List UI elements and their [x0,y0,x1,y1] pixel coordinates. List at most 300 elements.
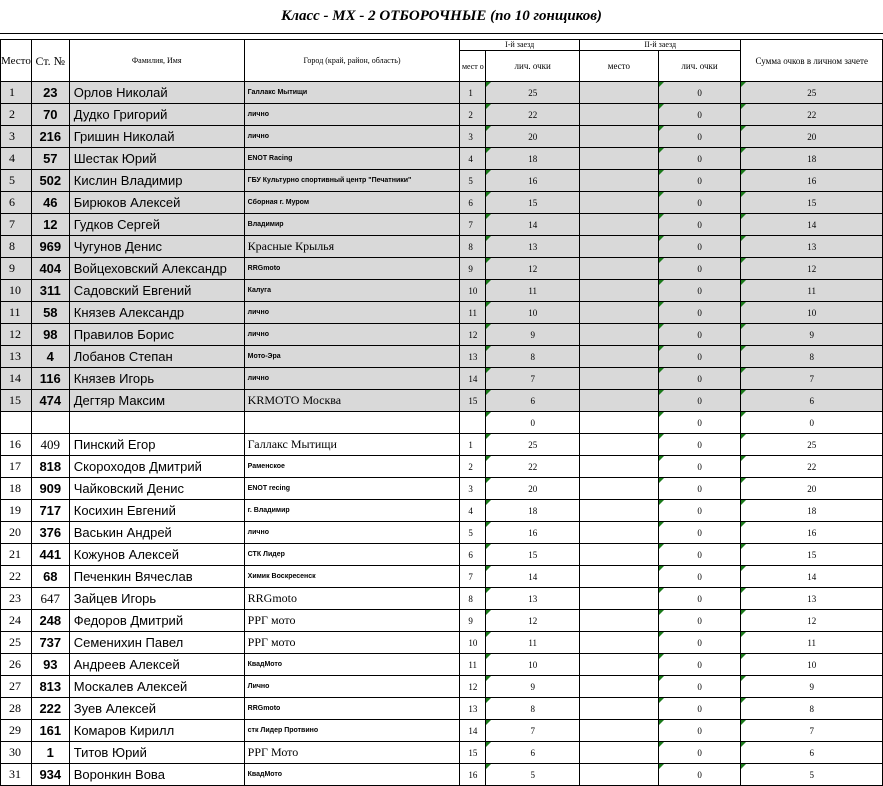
race1-points-cell: 7 [486,368,580,390]
place-cell: 9 [1,258,32,280]
table-row [1,302,883,324]
start-number-cell: 46 [31,192,69,214]
total-points-cell: 10 [741,302,883,324]
rider-name-cell: Зайцев Игорь [69,588,244,610]
race1-points-cell: 18 [486,148,580,170]
race2-place-cell [580,544,659,566]
total-points-cell: 18 [741,148,883,170]
race1-place-cell: 3 [460,126,486,148]
table-row [1,456,883,478]
start-number-cell: 1 [31,742,69,764]
race1-points-cell: 11 [486,632,580,654]
table-row [1,676,883,698]
race1-place-cell: 9 [460,258,486,280]
start-number-cell: 909 [31,478,69,500]
total-points-cell: 18 [741,500,883,522]
race1-points-cell: 7 [486,720,580,742]
race2-place-cell [580,280,659,302]
race1-place-cell: 8 [460,236,486,258]
race2-points-cell: 0 [658,412,741,434]
race2-place-cell [580,368,659,390]
team-city-cell: KRMOTO Москва [244,390,460,412]
race2-points-cell: 0 [658,368,741,390]
start-number-cell: 12 [31,214,69,236]
race1-place-cell: 10 [460,280,486,302]
place-cell: 16 [1,434,32,456]
table-row [1,500,883,522]
place-cell: 29 [1,720,32,742]
race1-points-cell: 10 [486,654,580,676]
team-city-cell: лично [244,368,460,390]
race2-points-cell: 0 [658,104,741,126]
race1-points-cell: 13 [486,588,580,610]
team-city-cell: КвадМото [244,654,460,676]
race2-place-cell [580,258,659,280]
race2-points-cell: 0 [658,500,741,522]
rider-name-cell: Федоров Дмитрий [69,610,244,632]
rider-name-cell: Князев Александр [69,302,244,324]
race2-place-cell [580,654,659,676]
race1-place-cell: 15 [460,390,486,412]
rider-name-cell: Гудков Сергей [69,214,244,236]
race1-place-cell: 13 [460,698,486,720]
race1-points-cell: 0 [486,412,580,434]
race1-points-cell: 20 [486,478,580,500]
race2-place-cell [580,742,659,764]
rider-name-cell: Воронкин Вова [69,764,244,786]
team-city-cell: Красные Крылья [244,236,460,258]
place-cell: 21 [1,544,32,566]
place-cell: 26 [1,654,32,676]
start-number-cell: 376 [31,522,69,544]
table-row [1,698,883,720]
race1-place-cell: 10 [460,632,486,654]
race2-place-cell [580,412,659,434]
table-row [1,104,883,126]
race1-points-cell: 25 [486,434,580,456]
table-row [1,170,883,192]
race2-points-cell: 0 [658,148,741,170]
place-cell: 11 [1,302,32,324]
start-number-cell: 161 [31,720,69,742]
rider-name-cell: Комаров Кирилл [69,720,244,742]
race2-place-cell [580,764,659,786]
race1-place-cell: 6 [460,192,486,214]
rider-name-cell: Бирюков Алексей [69,192,244,214]
start-number-cell: 818 [31,456,69,478]
header-place: Место [1,40,32,82]
race2-points-cell: 0 [658,698,741,720]
header-city: Город (край, район, область) [244,40,460,82]
results-table [0,39,883,786]
start-number-cell: 93 [31,654,69,676]
header-total: Сумма очков в личном зачете [741,40,883,82]
team-city-cell: RRGmoto [244,588,460,610]
race1-place-cell: 16 [460,764,486,786]
race2-points-cell: 0 [658,676,741,698]
race1-points-cell: 16 [486,522,580,544]
total-points-cell: 22 [741,456,883,478]
start-number-cell: 57 [31,148,69,170]
place-cell: 13 [1,346,32,368]
team-city-cell: Владимир [244,214,460,236]
rider-name-cell: Андреев Алексей [69,654,244,676]
team-city-cell: лично [244,302,460,324]
table-row [1,544,883,566]
table-row [1,610,883,632]
table-row [1,764,883,786]
place-cell: 10 [1,280,32,302]
race1-place-cell: 2 [460,456,486,478]
race2-points-cell: 0 [658,764,741,786]
place-cell: 15 [1,390,32,412]
race2-place-cell [580,610,659,632]
start-number-cell: 116 [31,368,69,390]
race1-place-cell: 11 [460,654,486,676]
results-body [1,82,883,786]
race1-points-cell: 12 [486,258,580,280]
total-points-cell: 25 [741,434,883,456]
race2-place-cell [580,302,659,324]
start-number-cell: 441 [31,544,69,566]
rider-name-cell: Печенкин Вячеслав [69,566,244,588]
race2-points-cell: 0 [658,390,741,412]
rider-name-cell: Дудко Григорий [69,104,244,126]
place-cell: 31 [1,764,32,786]
race1-place-cell [460,412,486,434]
table-row [1,566,883,588]
race1-points-cell: 14 [486,214,580,236]
race1-points-cell: 13 [486,236,580,258]
team-city-cell: лично [244,126,460,148]
place-cell: 2 [1,104,32,126]
table-row [1,390,883,412]
race2-place-cell [580,324,659,346]
start-number-cell: 717 [31,500,69,522]
race1-points-cell: 14 [486,566,580,588]
header-race-1: I-й заезд [460,40,580,51]
table-row [1,258,883,280]
race2-place-cell [580,170,659,192]
place-cell: 22 [1,566,32,588]
race1-place-cell: 14 [460,720,486,742]
table-row [1,720,883,742]
race1-place-cell: 4 [460,500,486,522]
place-cell: 12 [1,324,32,346]
table-row [1,82,883,104]
race2-place-cell [580,126,659,148]
team-city-cell: Галлакс Мытищи [244,434,460,456]
team-city-cell: ENOT Racing [244,148,460,170]
header-race2-points: лич. очки [658,51,741,82]
race1-place-cell: 4 [460,148,486,170]
race1-place-cell: 1 [460,434,486,456]
race2-points-cell: 0 [658,566,741,588]
race2-points-cell: 0 [658,192,741,214]
start-number-cell: 70 [31,104,69,126]
total-points-cell: 16 [741,522,883,544]
race1-place-cell: 7 [460,566,486,588]
race1-place-cell: 13 [460,346,486,368]
race1-place-cell: 11 [460,302,486,324]
race2-points-cell: 0 [658,280,741,302]
race2-place-cell [580,522,659,544]
team-city-cell: лично [244,522,460,544]
race2-points-cell: 0 [658,434,741,456]
start-number-cell: 404 [31,258,69,280]
team-city-cell: стк Лидер Протвино [244,720,460,742]
race2-points-cell: 0 [658,742,741,764]
table-row [1,126,883,148]
rider-name-cell: Титов Юрий [69,742,244,764]
table-row [1,346,883,368]
team-city-cell: лично [244,324,460,346]
race2-place-cell [580,192,659,214]
table-row [1,324,883,346]
sheet-title: Класс - МХ - 2 ОТБОРОЧНЫЕ (по 10 гонщиков) [0,0,883,34]
rider-name-cell: Орлов Николай [69,82,244,104]
total-points-cell: 14 [741,566,883,588]
start-number-cell: 969 [31,236,69,258]
rider-name-cell: Гришин Николай [69,126,244,148]
place-cell: 6 [1,192,32,214]
total-points-cell: 15 [741,192,883,214]
team-city-cell: ГБУ Культурно спортивный центр "Печатники" [244,170,460,192]
race1-place-cell: 12 [460,676,486,698]
rider-name-cell: Лобанов Степан [69,346,244,368]
start-number-cell: 4 [31,346,69,368]
rider-name-cell: Правилов Борис [69,324,244,346]
start-number-cell: 474 [31,390,69,412]
place-cell: 24 [1,610,32,632]
race2-points-cell: 0 [658,544,741,566]
header-race1-place: мест о [460,51,486,82]
race1-points-cell: 8 [486,698,580,720]
rider-name-cell: Князев Игорь [69,368,244,390]
race1-points-cell: 22 [486,456,580,478]
header-start-number: Ст. № [31,40,69,82]
total-points-cell: 9 [741,324,883,346]
race1-points-cell: 6 [486,742,580,764]
place-cell: 19 [1,500,32,522]
rider-name-cell: Чайковский Денис [69,478,244,500]
total-points-cell: 6 [741,742,883,764]
total-points-cell: 8 [741,698,883,720]
race2-place-cell [580,434,659,456]
start-number-cell: 68 [31,566,69,588]
rider-name-cell: Зуев Алексей [69,698,244,720]
place-cell: 25 [1,632,32,654]
header-race1-points: лич. очки [486,51,580,82]
place-cell: 20 [1,522,32,544]
rider-name-cell: Кислин Владимир [69,170,244,192]
race2-points-cell: 0 [658,82,741,104]
team-city-cell: Мото-Эра [244,346,460,368]
race1-place-cell: 5 [460,522,486,544]
race1-place-cell: 7 [460,214,486,236]
start-number-cell: 222 [31,698,69,720]
header-race2-place: место [580,51,659,82]
race1-points-cell: 12 [486,610,580,632]
race1-points-cell: 9 [486,676,580,698]
table-row [1,434,883,456]
race2-points-cell: 0 [658,302,741,324]
total-points-cell: 0 [741,412,883,434]
race2-place-cell [580,478,659,500]
rider-name-cell: Пинский Егор [69,434,244,456]
table-row [1,412,883,434]
start-number-cell: 311 [31,280,69,302]
table-row [1,148,883,170]
total-points-cell: 11 [741,632,883,654]
total-points-cell: 5 [741,764,883,786]
place-cell: 28 [1,698,32,720]
total-points-cell: 11 [741,280,883,302]
table-row [1,522,883,544]
race2-points-cell: 0 [658,610,741,632]
team-city-cell: Галлакс Мытищи [244,82,460,104]
rider-name-cell: Дегтяр Максим [69,390,244,412]
table-row [1,236,883,258]
place-cell: 23 [1,588,32,610]
rider-name-cell: Скороходов Дмитрий [69,456,244,478]
table-row [1,742,883,764]
race1-place-cell: 9 [460,610,486,632]
start-number-cell: 23 [31,82,69,104]
header-race-2: II-й заезд [580,40,741,51]
race2-points-cell: 0 [658,720,741,742]
start-number-cell: 216 [31,126,69,148]
team-city-cell: ENOT recing [244,478,460,500]
rider-name-cell [69,412,244,434]
total-points-cell: 10 [741,654,883,676]
race2-place-cell [580,214,659,236]
race2-place-cell [580,104,659,126]
race1-points-cell: 22 [486,104,580,126]
race2-points-cell: 0 [658,258,741,280]
total-points-cell: 14 [741,214,883,236]
race1-points-cell: 15 [486,192,580,214]
race2-points-cell: 0 [658,522,741,544]
race1-place-cell: 14 [460,368,486,390]
place-cell [1,412,32,434]
race2-place-cell [580,346,659,368]
race1-place-cell: 5 [460,170,486,192]
total-points-cell: 16 [741,170,883,192]
total-points-cell: 25 [741,82,883,104]
rider-name-cell: Шестак Юрий [69,148,244,170]
start-number-cell: 409 [31,434,69,456]
start-number-cell: 737 [31,632,69,654]
race1-points-cell: 5 [486,764,580,786]
team-city-cell [244,412,460,434]
start-number-cell: 502 [31,170,69,192]
race2-points-cell: 0 [658,324,741,346]
table-row [1,192,883,214]
total-points-cell: 8 [741,346,883,368]
start-number-cell: 934 [31,764,69,786]
team-city-cell: лично [244,104,460,126]
table-row [1,654,883,676]
race1-place-cell: 1 [460,82,486,104]
race1-points-cell: 8 [486,346,580,368]
table-row [1,214,883,236]
total-points-cell: 7 [741,368,883,390]
team-city-cell: КвадМото [244,764,460,786]
team-city-cell: RRGmoto [244,258,460,280]
place-cell: 14 [1,368,32,390]
race2-points-cell: 0 [658,346,741,368]
race1-points-cell: 10 [486,302,580,324]
total-points-cell: 15 [741,544,883,566]
team-city-cell: Химик Воскресенск [244,566,460,588]
team-city-cell: Сборная г. Муром [244,192,460,214]
race1-points-cell: 15 [486,544,580,566]
table-row [1,632,883,654]
race2-points-cell: 0 [658,478,741,500]
race1-place-cell: 8 [460,588,486,610]
rider-name-cell: Москалев Алексей [69,676,244,698]
rider-name-cell: Чугунов Денис [69,236,244,258]
place-cell: 3 [1,126,32,148]
total-points-cell: 12 [741,610,883,632]
table-row [1,368,883,390]
total-points-cell: 22 [741,104,883,126]
rider-name-cell: Садовский Евгений [69,280,244,302]
team-city-cell: RRGmoto [244,698,460,720]
table-row [1,478,883,500]
race1-place-cell: 3 [460,478,486,500]
race1-points-cell: 6 [486,390,580,412]
team-city-cell: г. Владимир [244,500,460,522]
total-points-cell: 6 [741,390,883,412]
race2-place-cell [580,566,659,588]
race2-place-cell [580,500,659,522]
table-row [1,588,883,610]
start-number-cell: 647 [31,588,69,610]
start-number-cell: 248 [31,610,69,632]
total-points-cell: 9 [741,676,883,698]
rider-name-cell: Войцеховский Александр [69,258,244,280]
race1-points-cell: 16 [486,170,580,192]
place-cell: 5 [1,170,32,192]
race2-points-cell: 0 [658,456,741,478]
race1-points-cell: 18 [486,500,580,522]
start-number-cell [31,412,69,434]
race2-place-cell [580,632,659,654]
place-cell: 18 [1,478,32,500]
place-cell: 30 [1,742,32,764]
race1-points-cell: 11 [486,280,580,302]
total-points-cell: 20 [741,478,883,500]
place-cell: 8 [1,236,32,258]
rider-name-cell: Васькин Андрей [69,522,244,544]
place-cell: 7 [1,214,32,236]
team-city-cell: РРГ Мото [244,742,460,764]
team-city-cell: РРГ мото [244,632,460,654]
place-cell: 27 [1,676,32,698]
race2-points-cell: 0 [658,170,741,192]
race1-place-cell: 12 [460,324,486,346]
place-cell: 4 [1,148,32,170]
race2-points-cell: 0 [658,654,741,676]
team-city-cell: СТК Лидер [244,544,460,566]
race2-place-cell [580,720,659,742]
total-points-cell: 12 [741,258,883,280]
race2-place-cell [580,390,659,412]
total-points-cell: 13 [741,588,883,610]
team-city-cell: Калуга [244,280,460,302]
